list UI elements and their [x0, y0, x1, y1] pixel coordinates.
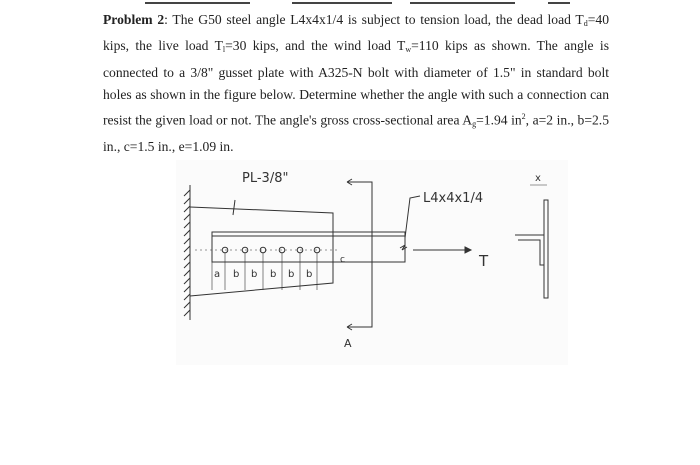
load-label: T — [479, 252, 489, 270]
plate-label: PL-3/8" — [242, 171, 289, 186]
dim-c-label: c — [340, 255, 345, 265]
dim-b-label: b — [288, 269, 295, 280]
section-label: A — [344, 337, 352, 350]
dim-a-label: a — [214, 269, 221, 280]
dim-b-label: b — [270, 269, 277, 280]
problem-label: Problem 2 — [103, 12, 165, 27]
angle-label: L4x4x1/4 — [423, 191, 484, 206]
dim-b-label: b — [251, 269, 258, 280]
dim-b-label: b — [233, 269, 240, 280]
problem-statement: Problem 2: The G50 steel angle L4x4x1/4 is subject to tension load, the dead load $T_d=40$ kips, the live load $T_l=30$ kips, and the wind load $T_w=110$ kips as shown. The angle is connected to a 3/8" gusset plate with A325-N bolt with diameter of 1.5" in standard bolt holes as shown in the figure below. Determine whether the angle with such a connection can resist the given load or not. The angle's gross cross-sectional area $A_g=1.94$ $in^2$, a=2 in., b=2.5 in., c=1.5 in., e=1.09 in. — [103, 12, 609, 155]
dim-x-label: x — [535, 173, 541, 184]
dim-b-label: b — [306, 269, 313, 280]
